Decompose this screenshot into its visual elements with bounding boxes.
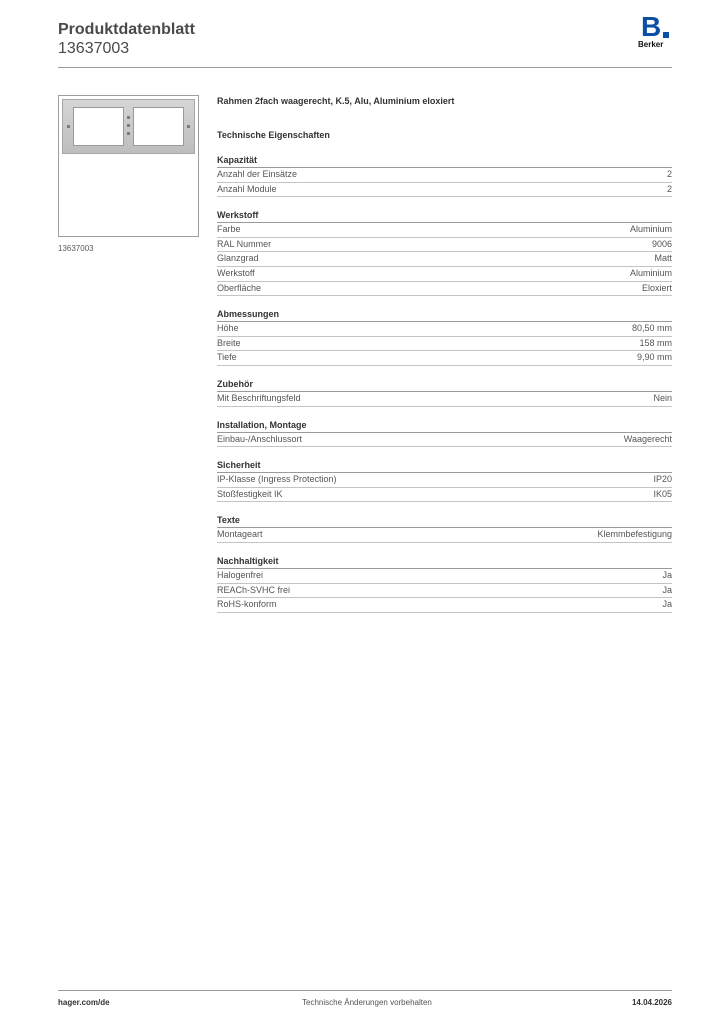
spec-row — [217, 433, 672, 448]
spec-label: RAL Nummer — [217, 238, 272, 249]
spec-label: Anzahl Module — [217, 183, 277, 194]
spec-section — [217, 209, 672, 296]
spec-row — [217, 322, 672, 337]
spec-label: Tiefe — [217, 352, 237, 363]
header-divider — [58, 67, 672, 68]
spec-value: Ja — [662, 569, 672, 580]
section-heading: Installation, Montage — [217, 419, 672, 433]
frame-mark — [127, 124, 130, 127]
spec-label: RoHS-konform — [217, 599, 277, 610]
spec-section — [217, 514, 672, 543]
spec-section — [217, 419, 672, 448]
spec-value: 9006 — [651, 238, 672, 249]
spec-value: Aluminium — [629, 224, 672, 235]
spec-sections — [217, 154, 672, 613]
technical-properties-heading: Technische Eigenschaften — [217, 130, 330, 140]
spec-row — [217, 473, 672, 488]
frame-mark — [67, 125, 70, 128]
spec-row — [217, 569, 672, 584]
spec-row — [217, 337, 672, 352]
spec-label: Halogenfrei — [217, 569, 264, 580]
section-heading: Nachhaltigkeit — [217, 555, 672, 569]
section-heading: Werkstoff — [217, 209, 672, 223]
spec-label: Einbau-/Anschlussort — [217, 433, 303, 444]
spec-value: Ja — [662, 584, 672, 595]
spec-label: Stoßfestigkeit IK — [217, 488, 283, 499]
section-heading: Abmessungen — [217, 308, 672, 322]
section-heading: Texte — [217, 514, 672, 528]
spec-row — [217, 168, 672, 183]
spec-section — [217, 555, 672, 613]
spec-value: 2 — [666, 183, 672, 194]
spec-row — [217, 584, 672, 599]
spec-row — [217, 238, 672, 253]
spec-row — [217, 252, 672, 267]
spec-value: Eloxiert — [641, 282, 672, 293]
frame-illustration — [62, 99, 195, 154]
spec-label: REACh-SVHC frei — [217, 584, 291, 595]
frame-opening-left — [73, 107, 124, 146]
spec-section — [217, 154, 672, 197]
product-image — [58, 95, 199, 237]
frame-mark — [127, 132, 130, 135]
spec-label: Mit Beschriftungsfeld — [217, 392, 301, 403]
product-title: Rahmen 2fach waagerecht, K.5, Alu, Aluminium eloxiert — [217, 96, 455, 106]
spec-value: 80,50 mm — [631, 323, 672, 334]
footer-divider — [58, 990, 672, 991]
spec-label: Höhe — [217, 323, 239, 334]
section-heading: Kapazität — [217, 154, 672, 168]
spec-value: 2 — [666, 169, 672, 179]
berker-logo — [638, 11, 672, 51]
frame-opening-right — [133, 107, 184, 146]
spec-row — [217, 351, 672, 366]
spec-label: Anzahl der Einsätze — [217, 169, 298, 179]
footer-note: Technische Änderungen vorbehalten — [302, 998, 432, 1007]
spec-label: Oberfläche — [217, 282, 262, 293]
image-caption: 13637003 — [58, 244, 94, 253]
spec-content — [217, 94, 672, 613]
frame-mark — [187, 125, 190, 128]
spec-label: Farbe — [217, 224, 241, 235]
spec-row — [217, 282, 672, 297]
spec-row — [217, 598, 672, 613]
spec-label: IP-Klasse (Ingress Protection) — [217, 474, 337, 485]
document-title: Produktdatenblatt — [58, 21, 195, 38]
spec-row — [217, 267, 672, 282]
spec-value: 9,90 mm — [636, 352, 672, 363]
spec-row — [217, 488, 672, 503]
spec-section — [217, 378, 672, 407]
spec-row — [217, 392, 672, 407]
spec-value: 158 mm — [639, 337, 672, 348]
product-number: 13637003 — [58, 40, 130, 57]
logo-wordmark: Berker — [638, 40, 664, 49]
frame-mark — [127, 116, 130, 119]
spec-label: Glanzgrad — [217, 253, 259, 264]
spec-value: Nein — [653, 392, 672, 403]
page-header — [58, 11, 672, 70]
spec-row — [217, 223, 672, 238]
logo-letter: B — [641, 11, 662, 42]
section-heading: Sicherheit — [217, 459, 672, 473]
spec-section — [217, 308, 672, 366]
spec-label: Montageart — [217, 529, 263, 540]
spec-value: Ja — [662, 599, 672, 610]
footer-website: hager.com/de — [58, 998, 110, 1007]
spec-value: IK05 — [653, 488, 672, 499]
spec-value: Waagerecht — [623, 433, 672, 444]
spec-value: Aluminium — [629, 267, 672, 278]
footer-date: 14.04.2026 — [631, 998, 672, 1007]
spec-value: Klemmbefestigung — [597, 529, 672, 540]
spec-row — [217, 528, 672, 543]
spec-value: Matt — [654, 253, 672, 264]
logo-dot — [663, 32, 669, 38]
section-heading: Zubehör — [217, 378, 672, 392]
spec-label: Werkstoff — [217, 267, 255, 278]
spec-row — [217, 183, 672, 198]
spec-label: Breite — [217, 337, 241, 348]
spec-value: IP20 — [653, 474, 672, 485]
spec-section — [217, 459, 672, 502]
